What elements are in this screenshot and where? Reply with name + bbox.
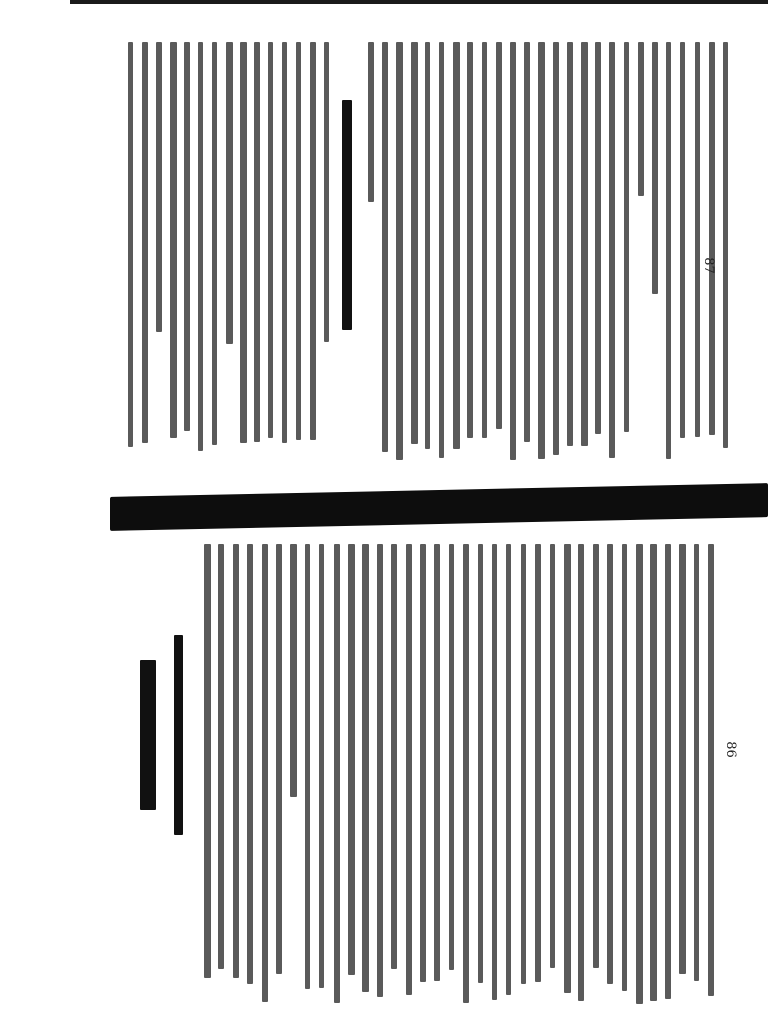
text-line bbox=[254, 42, 260, 442]
text-line bbox=[319, 544, 324, 988]
text-line bbox=[282, 42, 287, 443]
text-line bbox=[478, 544, 483, 983]
text-line bbox=[420, 544, 426, 982]
text-line bbox=[262, 544, 268, 1002]
text-line bbox=[204, 544, 211, 978]
text-line bbox=[453, 42, 460, 449]
text-line bbox=[665, 544, 672, 999]
text-line bbox=[406, 544, 412, 995]
book-gutter bbox=[110, 483, 768, 531]
text-line bbox=[396, 42, 403, 460]
page-number-lower: 86 bbox=[722, 741, 738, 758]
text-line bbox=[578, 544, 584, 1001]
text-line bbox=[434, 544, 439, 981]
text-line bbox=[492, 544, 497, 1000]
text-line bbox=[170, 42, 177, 438]
text-line bbox=[550, 544, 556, 968]
text-line bbox=[142, 42, 148, 443]
text-line bbox=[156, 42, 162, 332]
text-line bbox=[679, 544, 686, 974]
text-line bbox=[595, 42, 600, 434]
text-line bbox=[268, 42, 273, 438]
text-line bbox=[567, 42, 573, 446]
text-line bbox=[467, 42, 472, 438]
text-line bbox=[463, 544, 469, 1003]
text-line bbox=[362, 544, 369, 992]
text-line bbox=[666, 42, 671, 459]
text-line bbox=[694, 544, 699, 981]
text-line bbox=[638, 42, 644, 196]
text-line bbox=[581, 42, 588, 446]
text-line bbox=[695, 42, 700, 437]
text-line bbox=[310, 42, 316, 440]
text-line bbox=[324, 42, 329, 342]
top-edge-rule bbox=[70, 0, 768, 4]
text-line bbox=[650, 544, 656, 1001]
text-line bbox=[411, 42, 418, 444]
text-line bbox=[296, 42, 301, 440]
text-line bbox=[377, 544, 383, 997]
chapter-title bbox=[140, 660, 156, 810]
text-line bbox=[708, 544, 714, 996]
text-line bbox=[240, 42, 247, 443]
text-line bbox=[510, 42, 516, 460]
page-number-upper: 87 bbox=[700, 257, 716, 274]
text-line bbox=[680, 42, 685, 438]
text-line bbox=[212, 42, 217, 445]
text-line bbox=[218, 544, 223, 969]
text-line bbox=[348, 544, 355, 975]
text-line bbox=[709, 42, 715, 435]
text-line bbox=[391, 544, 396, 969]
text-line bbox=[524, 42, 529, 442]
text-line bbox=[496, 42, 502, 429]
text-line bbox=[723, 42, 728, 448]
text-line bbox=[276, 544, 282, 974]
text-line bbox=[290, 544, 297, 797]
text-line bbox=[128, 42, 133, 447]
text-line bbox=[184, 42, 190, 431]
text-line bbox=[521, 544, 527, 984]
text-line bbox=[553, 42, 560, 455]
upper-page bbox=[120, 30, 760, 470]
text-line bbox=[382, 42, 388, 452]
text-line bbox=[305, 544, 310, 989]
lower-page bbox=[140, 540, 700, 1010]
text-line bbox=[535, 544, 540, 982]
text-line bbox=[636, 544, 643, 1004]
text-line bbox=[449, 544, 454, 970]
section-heading bbox=[342, 100, 352, 330]
text-line bbox=[607, 544, 613, 984]
chapter-subtitle bbox=[174, 635, 183, 835]
text-line bbox=[482, 42, 487, 438]
text-line bbox=[622, 544, 628, 991]
text-line bbox=[564, 544, 571, 993]
text-line bbox=[538, 42, 544, 459]
text-line bbox=[609, 42, 614, 458]
text-line bbox=[624, 42, 629, 432]
text-line bbox=[233, 544, 239, 978]
text-line bbox=[652, 42, 658, 294]
text-line bbox=[368, 42, 374, 202]
text-line bbox=[247, 544, 252, 984]
text-line bbox=[439, 42, 444, 458]
text-line bbox=[425, 42, 431, 449]
text-line bbox=[593, 544, 599, 968]
text-line bbox=[226, 42, 233, 344]
text-line bbox=[198, 42, 203, 451]
text-line bbox=[334, 544, 341, 1003]
text-line bbox=[506, 544, 511, 995]
